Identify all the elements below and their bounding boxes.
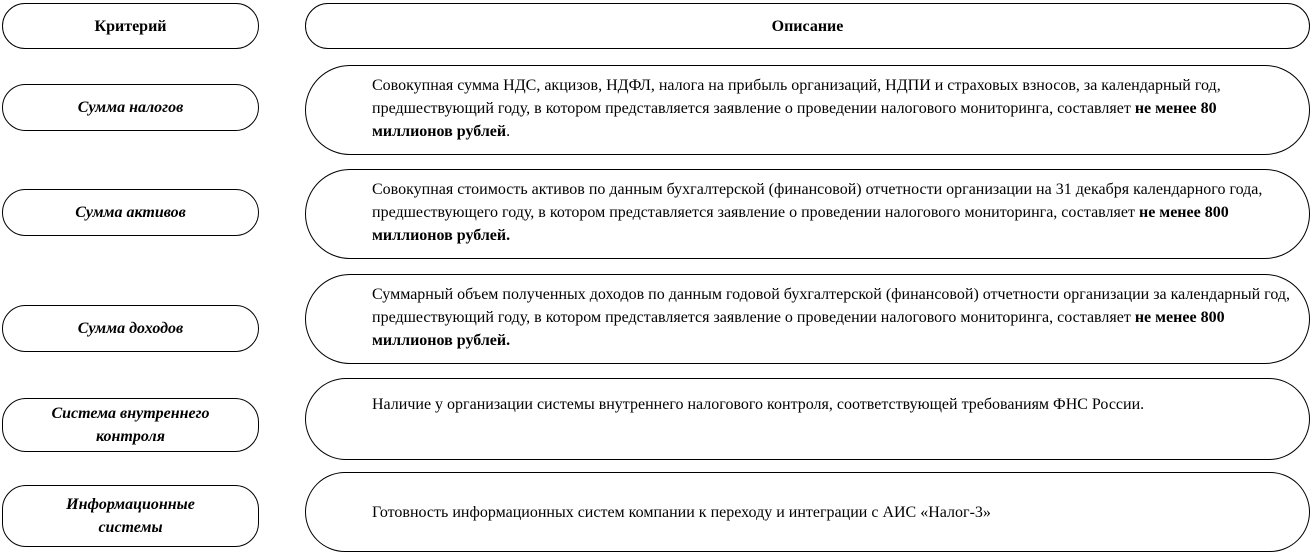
description-taxes-text-main: Совокупная сумма НДС, акцизов, НДФЛ, налога на прибыль организаций, НДПИ и страховых взносов, за календарный год, предшествующий году, в котором представляется заявление о проведении налогового мониторинга, составляет xyxy=(372,77,1221,117)
criterion-taxes-box xyxy=(2,84,259,131)
header-criterion-label: Критерий xyxy=(94,17,167,35)
description-internal-control-text xyxy=(372,393,1144,416)
description-info-systems-text-main: Готовность информационных систем компании к переходу и интеграции с АИС «Налог-3» xyxy=(372,503,991,521)
criterion-income-box xyxy=(2,305,259,352)
description-taxes-text xyxy=(372,74,1291,143)
description-assets-text xyxy=(372,178,1291,247)
criterion-income-label: Сумма доходов xyxy=(77,320,184,337)
description-internal-control-text-main: Наличие у организации системы внутреннего налогового контроля, соответствующей требованиям ФНС России. xyxy=(372,396,1145,413)
description-income-box xyxy=(305,274,1310,364)
description-taxes-text-bold: не менее 80 миллионов рублей xyxy=(372,100,1217,140)
description-assets-box xyxy=(305,169,1310,259)
description-internal-control-box xyxy=(305,378,1310,460)
description-assets-text-bold: не менее 800 миллионов рублей. xyxy=(372,204,1229,244)
description-income-text xyxy=(372,283,1291,352)
criterion-assets-label: Сумма активов xyxy=(75,204,186,221)
header-description-label: Описание xyxy=(771,17,844,35)
criterion-assets-box xyxy=(2,189,259,236)
criterion-internal-control-box xyxy=(2,398,259,452)
description-income-text-main: Суммарный объем полученных доходов по данным годовой бухгалтерской (финансовой) отчетности организации за календарный год, предшествующий году, в котором представляется заявление о проведении налогового мониторинга, составляет xyxy=(372,286,1291,326)
criterion-info-systems-box xyxy=(2,485,259,547)
description-info-systems-box xyxy=(305,472,1310,552)
header-description-box xyxy=(305,3,1310,49)
description-taxes-text-tail: . xyxy=(506,123,511,140)
description-info-systems-text xyxy=(372,501,991,524)
header-criterion-box xyxy=(2,3,259,49)
description-income-text-bold: не менее 800 миллионов рублей. xyxy=(372,309,1225,349)
criterion-internal-control-label: Система внутреннего контроля xyxy=(51,405,210,445)
description-assets-text-main: Совокупная стоимость активов по данным бухгалтерской (финансовой) отчетности организации на 31 декабря календарного года, предшествующего году, в котором представляется заявление о проведении налогового мониторинга, составляет xyxy=(372,181,1263,221)
criterion-info-systems-label: Информационные системы xyxy=(66,496,195,536)
criterion-taxes-label: Сумма налогов xyxy=(77,99,184,116)
description-taxes-box xyxy=(305,65,1310,155)
